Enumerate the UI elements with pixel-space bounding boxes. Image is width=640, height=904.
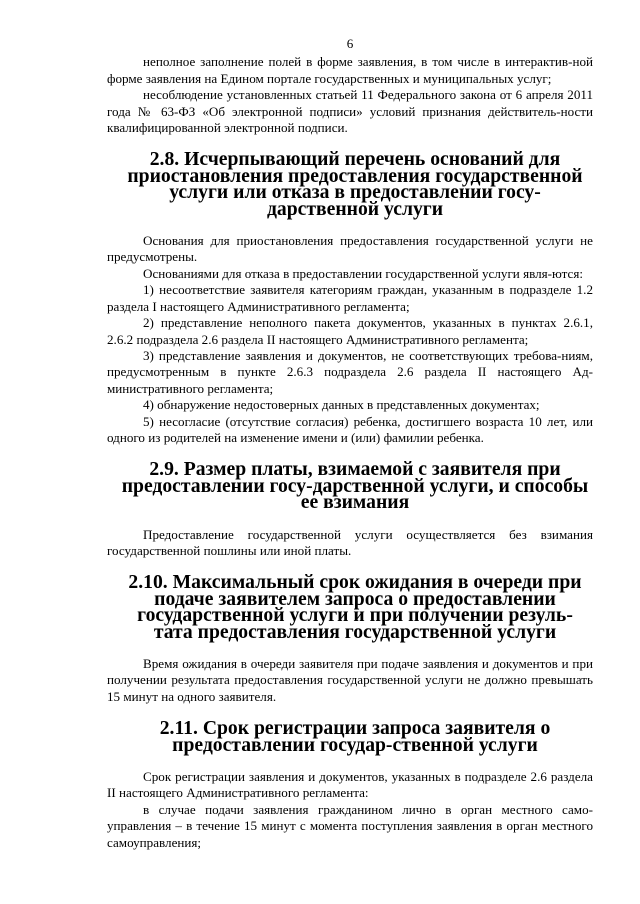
document-page [107, 36, 593, 851]
section-2-8-list-item: 2) представление неполного пакета документов, указанных в пунктах 2.6.1, 2.6.2 подраздела 2.6 раздела II настоящего Административного регламента; [107, 315, 593, 347]
section-heading-2-8: 2.8. Исчерпывающий перечень оснований для приостановления предоставления государственной услуги или отказа в предоставлении госу-дарственной услуги [127, 148, 583, 220]
section-2-8-list-item: 1) несоответствие заявителя категориям граждан, указанным в подразделе 1.2 раздела I настоящего Административного регламента; [107, 282, 593, 314]
paragraph-incomplete-fields: неполное заполнение полей в форме заявления, в том числе в интерактив-ной форме заявления на Едином портале государственных и муниципальных услуг; [107, 54, 593, 86]
section-2-9-paragraph: Предоставление государственной услуги осуществляется без взимания государственной пошлины или иной платы. [107, 526, 593, 558]
section-heading-2-11: 2.11. Срок регистрации запроса заявителя о предоставлении государ-ственной услуги [159, 717, 551, 756]
section-2-11-paragraph: в случае подачи заявления гражданином лично в орган местного само-управления – в течение 15 минут с момента поступления заявления в орган местного самоуправления; [107, 801, 593, 850]
section-2-10-paragraph: Время ожидания в очереди заявителя при подаче заявления и документов и при получении результата предоставления государственной услуги не должно превышать 15 минут на одного заявителя. [107, 656, 593, 704]
page-number: 6 [346, 36, 354, 51]
section-2-8-list-item: 5) несогласие (отсутствие согласия) ребенка, достигшего возраста 10 лет, или одного из родителей на изменение имени и (или) фамилии ребенка. [107, 413, 593, 445]
section-2-8-list-item: 3) представление заявления и документов, не соответствующих требова-ниям, предусмотренным в пункте 2.6.3 подраздела 2.6 раздела II настоящего Ад-министративного регламента; [107, 347, 593, 396]
section-2-8-paragraph: Основаниями для отказа в предоставлении государственной услуги явля-ются: [143, 265, 584, 281]
section-heading-2-10: 2.10. Максимальный срок ожидания в очереди при подаче заявителем запроса о предоставлении государственной услуги и при получении резуль-тата предоставления государственной услуги [128, 571, 582, 643]
section-2-8-list-item: 4) обнаружение недостоверных данных в представленных документах; [143, 397, 540, 413]
section-heading-2-9: 2.9. Размер платы, взимаемой с заявителя при предоставлении госу-дарственной услуги, и способы ее взимания [121, 458, 589, 514]
section-2-11-paragraph: Срок регистрации заявления и документов, указанных в подразделе 2.6 раздела II настоящего Административного регламента: [107, 769, 593, 801]
paragraph-electronic-signature: несоблюдение установленных статьей 11 Федерального закона от 6 апреля 2011 года № 63-ФЗ «Об электронной подписи» условий признания действитель-ности квалифицированной электронной подписи. [107, 87, 593, 136]
section-2-8-paragraph: Основания для приостановления предоставления государственной услуги не предусмотрены. [107, 233, 593, 265]
